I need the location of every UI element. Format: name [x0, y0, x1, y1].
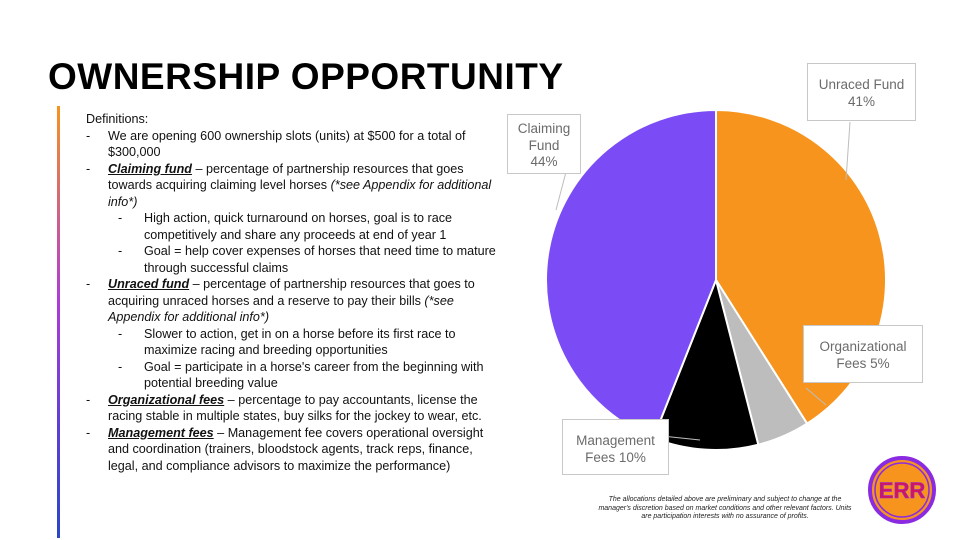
- bullet-dash: -: [118, 326, 123, 341]
- callout-organizational-fees: [803, 325, 923, 383]
- callout-claiming-label1: Claiming: [517, 121, 571, 136]
- callout-claiming-fund: [507, 114, 581, 174]
- claiming-fund-term: Claiming fund: [108, 161, 192, 176]
- bullet-dash: -: [86, 392, 91, 407]
- callout-management-fees: [562, 419, 669, 475]
- organizational-fees-text: – percentage to pay accountants, license the racing stable in multiple states, buy silks for the jockey to wear, etc.: [108, 392, 482, 423]
- unraced-fund-term: Unraced fund: [108, 277, 190, 291]
- err-logo: [868, 456, 936, 524]
- callout-claiming-value: 44%: [530, 154, 558, 169]
- claiming-sub2-text: Goal = help cover expenses of horses that need time to mature through successful claims: [144, 244, 496, 275]
- page-title: OWNERSHIP OPPORTUNITY: [48, 56, 564, 97]
- claiming-fund-note: (*see Appendix for additional info*): [108, 178, 492, 209]
- bullet-dash: -: [118, 244, 123, 258]
- disclaimer-text: The allocations detailed above are preliminary and subject to change at the manager's discretion based on market conditions and other relevant factors. Units are participation interests with no assurance of profits.: [598, 496, 852, 521]
- callout-organizational-label: Organizational: [819, 339, 907, 354]
- claiming-fund-text: – percentage of partnership resources that goes towards acquiring claiming level horses: [108, 161, 464, 192]
- unraced-fund-text: – percentage of partnership resources that goes to acquiring unraced horses and a reserve to pay their bills: [108, 277, 475, 308]
- management-fees-term: Management fees: [108, 425, 214, 440]
- claiming-sub1-text: High action, quick turnaround on horses, goal is to race competitively and share any proceeds at end of year 1: [144, 211, 453, 242]
- bullet-dash: -: [86, 128, 91, 143]
- unraced-sub2-text: Goal = participate in a horse's career from the beginning with potential breeding value: [144, 359, 484, 390]
- callout-unraced-label: Unraced Fund: [818, 77, 905, 92]
- unraced-fund-note: (*see Appendix for additional info*): [108, 293, 454, 324]
- logo-text: ERR: [878, 478, 926, 503]
- callout-management-value: Fees 10%: [585, 450, 646, 465]
- definitions-heading: Definitions:: [86, 112, 149, 126]
- bullet-dash: -: [86, 277, 91, 291]
- unraced-sub1-text: Slower to action, get in on a horse before its first race to maximize racing and breeding opportunities: [144, 326, 456, 357]
- management-fees-text: – Management fee covers operational oversight and coordination (trainers, bloodstock agents, track reps, finance, legal, and compliance advisors to maximize the performance): [108, 425, 484, 473]
- organizational-fees-term: Organizational fees: [108, 392, 225, 407]
- callout-organizational-value: Fees 5%: [836, 356, 890, 371]
- bullet-dash: -: [86, 161, 91, 176]
- bullet-dash: -: [118, 359, 123, 374]
- callout-management-label: Management: [576, 433, 655, 448]
- ownership-slots-text: We are opening 600 ownership slots (units) at $500 for a total of $300,000: [108, 128, 466, 159]
- pie-slices: [546, 110, 886, 450]
- bullet-dash: -: [86, 425, 91, 440]
- callout-unraced-fund: [807, 63, 916, 121]
- callout-unraced-value: 41%: [847, 94, 876, 109]
- callout-claiming-label2: Fund: [528, 137, 560, 153]
- bullet-dash: -: [118, 211, 123, 225]
